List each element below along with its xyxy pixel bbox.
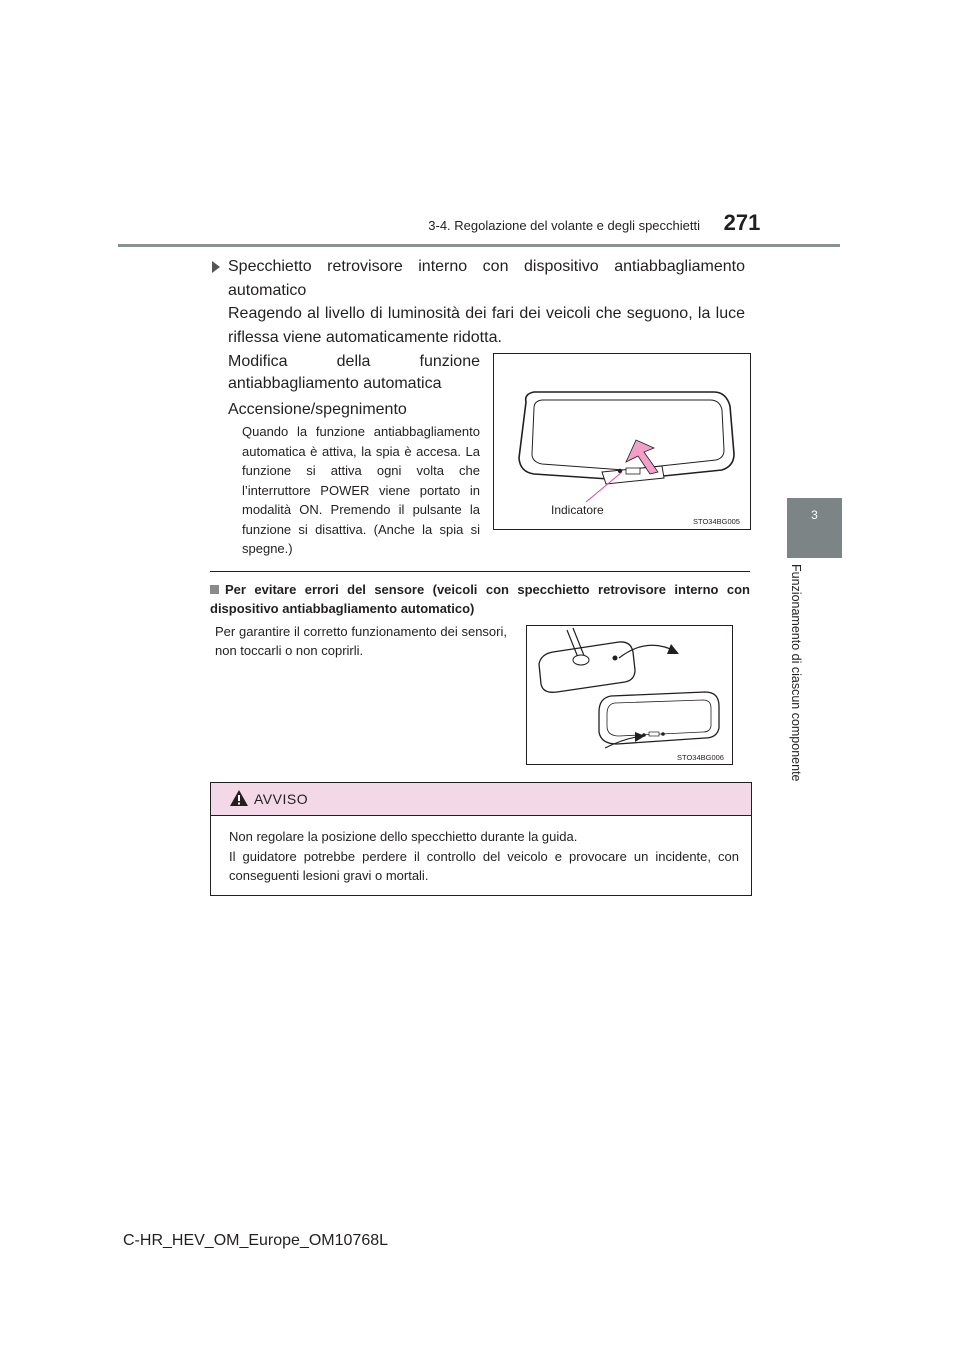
mirror-figure-sensors [526,625,733,765]
section-divider [210,571,750,572]
warning-line2: Il guidatore potrebbe perdere il controllo del veicolo e provocare un incidente, con conseguenti lesioni gravi o mortali. [229,848,739,883]
section-heading-text: Per evitare errori del sensore (veicoli con specchietto retrovisore interno con dispositivo antiabbagliamento automatico) [210,582,750,616]
sensor-illustration [527,626,732,764]
figure2-code: STO34BG006 [677,753,724,762]
warning-box [210,782,752,896]
warning-title: AVVISO [254,791,309,807]
warning-header [211,783,751,816]
intro-paragraph: Reagendo al livello di luminosità dei fari dei veicoli che seguono, la luce riflessa viene automaticamente ridotta. [228,305,745,346]
modifica-line2: antiabbagliamento automatica [228,375,442,392]
section-heading [210,580,750,618]
mirror-figure-indicator [493,353,751,530]
section-title: 3-4. Regolazione del volante e degli specchietti [428,218,700,233]
bullet-title-line2: automatico [228,282,307,299]
function-description: Quando la funzione antiabbagliamento automatica è attiva, la spia è accesa. La funzione si attiva ogni volta che l’interruttore POWER viene portato in modalità ON. Premendo il pulsante la funzione si disattiva. (Anche la spia si spegne.) [242,424,480,556]
warning-triangle-icon [229,789,249,807]
header-divider [118,244,840,247]
bullet-title-line1: Specchietto retrovisore interno con dispositivo antiabbagliamento [228,258,745,275]
accensione-label: Accensione/spegnimento [228,401,407,418]
modifica-line1: Modifica della funzione [228,353,480,370]
chapter-title-vertical [787,564,803,794]
mirror-illustration [494,354,750,529]
figure1-code: STO34BG005 [693,517,740,526]
indicator-label: Indicatore [551,503,604,517]
chapter-title: Funzionamento di ciascun componente [789,564,803,782]
document-id: C-HR_HEV_OM_Europe_OM10768L [123,1232,389,1249]
chapter-number: 3 [811,508,818,522]
warning-body [229,827,739,886]
warning-line1: Non regolare la posizione dello specchietto durante la guida. [229,829,578,844]
section-square-icon [210,585,219,594]
chapter-tab [787,498,842,558]
bullet-triangle-icon [212,261,220,273]
section-text: Per garantire il corretto funzionamento dei sensori, non toccarli o non coprirli. [215,624,507,658]
page-number: 271 [723,210,761,235]
